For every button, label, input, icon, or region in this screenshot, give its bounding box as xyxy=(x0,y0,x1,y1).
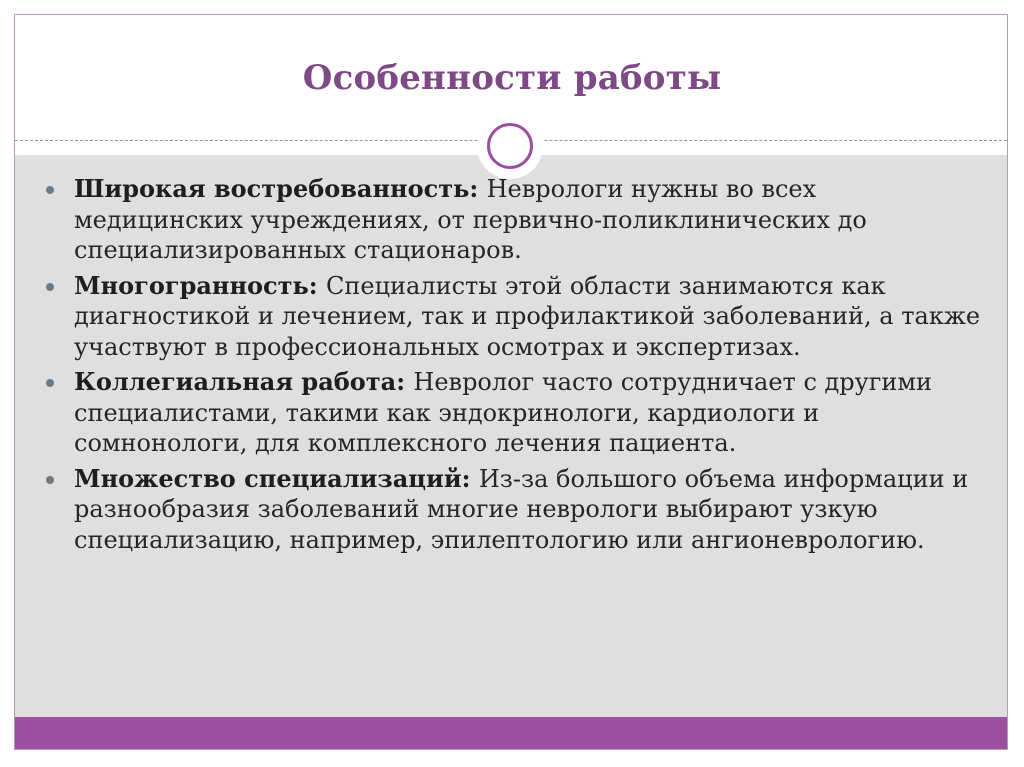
item-term: Коллегиальная работа: xyxy=(74,367,414,396)
list-item xyxy=(45,464,985,556)
bullet-dot-icon xyxy=(46,186,54,194)
bullet-dot-icon xyxy=(46,283,54,291)
list-item xyxy=(45,174,985,266)
item-term: Многогранность: xyxy=(74,270,327,300)
item-term: Множество специализаций: xyxy=(74,463,479,493)
item-text: Специалисты этой области занимаются как диагностикой и лечением, так и профилактикой заболеваний, а также участвуют в профессиональных осмотрах и экспертизах. xyxy=(74,271,981,361)
list-item xyxy=(45,367,985,459)
bullet-dot-icon xyxy=(46,379,54,387)
item-text: Неврологи нужны во всех медицинских учреждениях, от первично-поликлинических до специализированных стационаров. xyxy=(74,175,867,264)
item-term: Широкая востребованность: xyxy=(74,174,487,203)
divider-circle-icon xyxy=(487,123,533,169)
item-text: Из-за большого объема информации и разнообразия заболеваний многие неврологи выбирают узкую специализацию, например, эпилептологию или ангионеврологию. xyxy=(74,464,969,554)
bullet-list xyxy=(45,174,985,560)
slide-title: Особенности работы xyxy=(302,58,722,98)
item-text: Невролог часто сотрудничает с другими специалистами, такими как эндокринологи, кардиологи и сомнонологи, для комплексного лечения пациента. xyxy=(74,368,933,457)
list-item xyxy=(45,271,985,363)
bullet-dot-icon xyxy=(46,476,54,484)
